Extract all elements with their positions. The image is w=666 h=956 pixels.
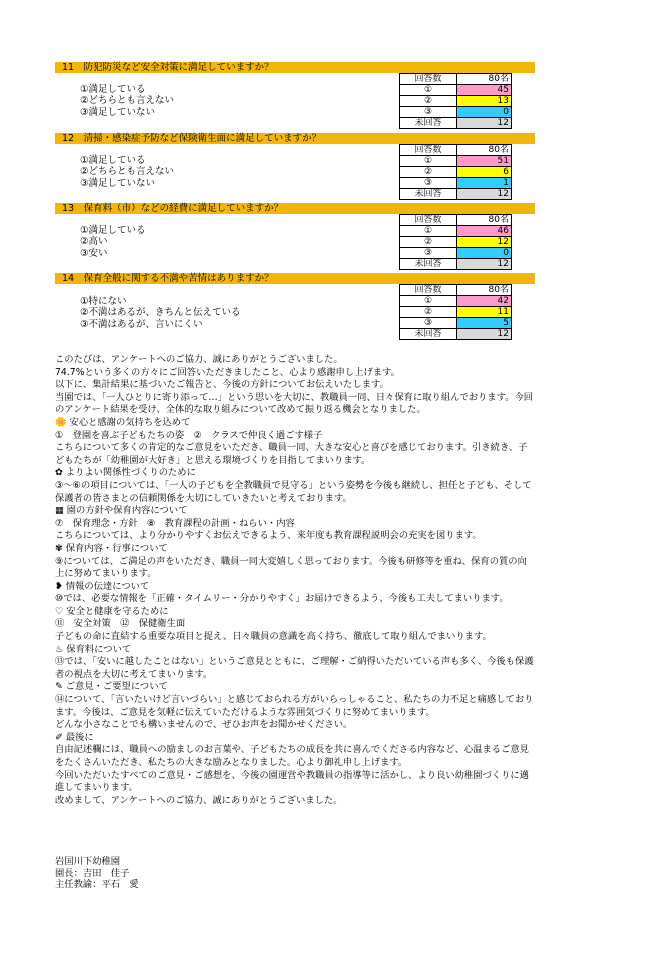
option-1: ①満足している bbox=[80, 225, 146, 236]
principal-name: 園長：吉田 佳子 bbox=[55, 867, 130, 879]
tally-row-value: 51 bbox=[457, 156, 512, 167]
tally-row-value: 45 bbox=[457, 85, 512, 96]
tally-row-value: 1 bbox=[457, 178, 512, 189]
body-paragraph: このたびは、アンケートへのご協力、誠にありがとうございました。 bbox=[55, 354, 343, 365]
tally-header-label: 回答数 bbox=[400, 74, 457, 85]
question-12-options bbox=[80, 155, 174, 189]
section-heading: ❥ 情報の伝達について bbox=[55, 580, 150, 592]
tally-row-label: ③ bbox=[400, 178, 457, 189]
section-heading: ✎ ご意見・ご要望について bbox=[55, 681, 168, 693]
head-teacher-name: 主任教諭：平石 愛 bbox=[55, 879, 139, 890]
section-heading: ♡ 安全と健康を守るために bbox=[55, 605, 169, 617]
option-3: ③不満はあるが、言いにくい bbox=[80, 318, 203, 330]
option-3: ③満足していない bbox=[80, 177, 156, 189]
body-paragraph: 改めまして、アンケートへのご協力、誠にありがとうございました。 bbox=[55, 794, 343, 806]
report-body bbox=[55, 354, 535, 807]
question-11-tally bbox=[399, 73, 512, 129]
body-paragraph: ⑪ 安全対策 ⑫ 保健衛生面 bbox=[55, 618, 186, 630]
section-heading: 🌼 安心と感謝の気持ちを込めて bbox=[55, 416, 191, 428]
tally-header-value: 80名 bbox=[457, 285, 512, 296]
question-13-tally bbox=[399, 214, 512, 270]
tally-row-value: 46 bbox=[457, 226, 512, 237]
tally-row-label: ③ bbox=[400, 318, 457, 329]
tally-missing-label: 未回答 bbox=[400, 329, 457, 340]
tally-row-value: 6 bbox=[457, 167, 512, 178]
tally-missing-label: 未回答 bbox=[400, 118, 457, 129]
section-heading: ✿ よりよい関係性づくりのために bbox=[55, 467, 196, 479]
tally-row-label: ② bbox=[400, 237, 457, 248]
tally-missing-value: 12 bbox=[457, 189, 512, 200]
body-paragraph: 以下に、集計結果に基づいたご報告と、今後の方針についてお伝えいたします。 bbox=[55, 379, 389, 391]
tally-row-label: ③ bbox=[400, 248, 457, 259]
tally-row-value: 42 bbox=[457, 296, 512, 307]
tally-row-label: ② bbox=[400, 307, 457, 318]
body-paragraph: 74.7%という多くの方々にご回答いただきましたこと、心より感謝申し上げます。 bbox=[55, 366, 400, 378]
body-paragraph: ① 登園を喜ぶ子どもたちの姿 ② クラスで仲良く過ごす様子 bbox=[55, 429, 323, 441]
question-14-title: 14 保育全般に関する不満や苦情はありますか？ bbox=[55, 273, 535, 284]
body-paragraph: どんな小さなことでも構いませんので、ぜひお声をお聞かせください。 bbox=[55, 719, 353, 731]
tally-missing-label: 未回答 bbox=[400, 189, 457, 200]
option-3: ③安い bbox=[80, 247, 108, 259]
tally-row-value: 5 bbox=[457, 318, 512, 329]
tally-row-label: ① bbox=[400, 296, 457, 307]
body-paragraph: ⑩では、必要な情報を「正確・タイムリー・分かりやすく」お届けできるよう、今後も工夫してまいります。 bbox=[55, 593, 509, 605]
tally-row-value: 11 bbox=[457, 307, 512, 318]
section-heading: ♨ 保育料について bbox=[55, 643, 132, 655]
option-2: ②どちらとも言えない bbox=[80, 166, 175, 178]
tally-row-label: ② bbox=[400, 167, 457, 178]
body-paragraph: こちらについて多くの肯定的なご意見をいただき、職員一同、大きな安心と喜びを感じております。引き続き、子どもたちが「幼稚園が大好き」と思える環境づくりを目指してまいります。 bbox=[55, 442, 528, 466]
question-13-title: 13 保育料（市）などの経費に満足していますか？ bbox=[55, 203, 535, 214]
tally-header-value: 80名 bbox=[457, 215, 512, 226]
section-heading: ✐ 最後に bbox=[55, 731, 94, 743]
question-12-title: 12 清掃・感染症予防など保険衛生面に満足していますか？ bbox=[55, 133, 535, 144]
tally-header-label: 回答数 bbox=[400, 215, 457, 226]
question-14-options bbox=[80, 296, 241, 330]
signature-block bbox=[55, 856, 139, 891]
body-paragraph: 自由記述欄には、職員への励ましのお言葉や、子どもたちの成長を共に喜んでくださる内容など、心温まるご意見をたくさんいただき、私たちの大きな励みとなりました。心より御礼申し上げます。 bbox=[55, 744, 529, 768]
tally-missing-value: 12 bbox=[457, 329, 512, 340]
body-paragraph: 今回いただいたすべてのご意見・ご感想を、今後の園運営や教職員の指導等に活かし、より良い幼稚園づくりに邁進してまいります。 bbox=[55, 769, 529, 794]
tally-row-label: ③ bbox=[400, 107, 457, 118]
tally-header-value: 80名 bbox=[457, 74, 512, 85]
body-paragraph: ⑨については、ご満足の声をいただき、職員一同大変嬉しく思っております。今後も研修等を重ね、保育の質の向上に努めてまいります。 bbox=[55, 555, 527, 580]
question-11-title: 11 防犯防災など安全対策に満足していますか？ bbox=[55, 62, 535, 73]
option-2: ②不満はあるが、きちんと伝えている bbox=[80, 307, 241, 319]
tally-header-label: 回答数 bbox=[400, 145, 457, 156]
tally-missing-label: 未回答 bbox=[400, 259, 457, 270]
tally-row-label: ① bbox=[400, 85, 457, 96]
tally-row-value: 0 bbox=[457, 107, 512, 118]
body-paragraph: 子どもの命に直結する重要な項目と捉え、日々職員の意識を高く持ち、徹底して取り組んでまいります。 bbox=[55, 631, 492, 643]
tally-missing-value: 12 bbox=[457, 118, 512, 129]
option-1: ①満足している bbox=[80, 155, 146, 166]
option-3: ③満足していない bbox=[80, 106, 156, 118]
tally-row-label: ② bbox=[400, 96, 457, 107]
tally-row-value: 13 bbox=[457, 96, 512, 107]
tally-header-label: 回答数 bbox=[400, 285, 457, 296]
body-paragraph: ⑭について、「言いたいけど言いづらい」と感じておられる方がいらっしゃること、私たちの力不足と痛感しております。今後は、ご意見を気軽に伝えていただけるような雰囲気づくりに努めてまいります。 bbox=[55, 694, 534, 718]
body-paragraph: ⑦ 保育理念・方針 ⑧ 教育課程の計画・ねらい・内容 bbox=[55, 517, 295, 529]
question-14-tally bbox=[399, 284, 512, 340]
tally-header-value: 80名 bbox=[457, 145, 512, 156]
tally-row-label: ① bbox=[400, 226, 457, 237]
question-13-options bbox=[80, 225, 146, 259]
option-2: ②どちらとも言えない bbox=[80, 95, 175, 107]
question-11-options bbox=[80, 84, 174, 118]
body-paragraph: こちらについては、より分かりやすくお伝えできるよう、来年度も教育課程説明会の充実を図ります。 bbox=[55, 530, 482, 542]
body-paragraph: 当園では、「一人ひとりに寄り添って…」という思いを大切に、教職員一同、日々保育に取り組んでおります。今回のアンケート結果を受け、全体的な取り組みについて改めて振り返る機会となりました。 bbox=[55, 391, 534, 416]
option-1: ①特にない bbox=[80, 296, 127, 307]
tally-missing-value: 12 bbox=[457, 259, 512, 270]
option-2: ②高い bbox=[80, 236, 108, 248]
section-heading: ✾ 保育内容・行事について bbox=[55, 542, 168, 554]
kindergarten-name: 岩国川下幼稚園 bbox=[55, 856, 121, 867]
body-paragraph: ③～⑥の項目については、「一人の子どもを全教職員で見守る」という姿勢を今後も継続し、担任と子ども、そして保護者の皆さまとの信頼関係を大切にしていきたいと考えております。 bbox=[55, 479, 532, 504]
option-1: ①満足している bbox=[80, 84, 146, 95]
tally-row-label: ① bbox=[400, 156, 457, 167]
section-heading: ▦ 園の方針や保育内容について bbox=[55, 505, 188, 517]
tally-row-value: 12 bbox=[457, 237, 512, 248]
tally-row-value: 0 bbox=[457, 248, 512, 259]
body-paragraph: ⑬では、「安いに越したことはない」というご意見とともに、ご理解・ご納得いただいている声も多く、今後も保護者の視点を大切に考えてまいります。 bbox=[55, 656, 534, 680]
question-12-tally bbox=[399, 144, 512, 200]
